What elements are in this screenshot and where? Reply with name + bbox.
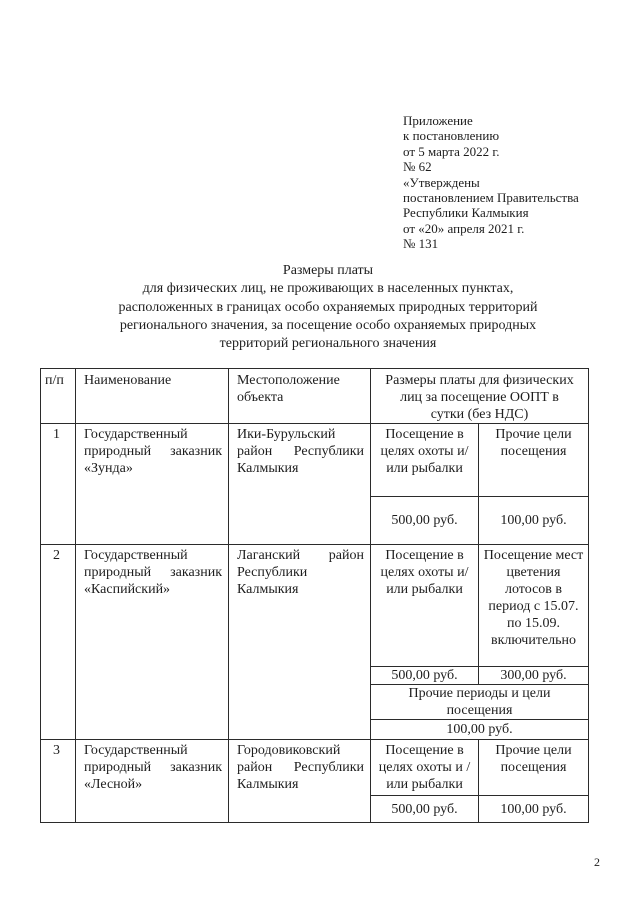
approval-block — [403, 113, 579, 252]
approval-line: от 5 марта 2022 г. — [403, 143, 500, 159]
table-header-row — [41, 369, 589, 424]
reserve-name: Государственный природный заказник «Зунда» — [76, 424, 229, 545]
visit-purpose-other-periods: Прочие периоды и цели посещения — [371, 685, 589, 720]
table-row — [41, 740, 589, 796]
reserve-name: Государственный природный заказник «Лесной» — [76, 740, 229, 823]
header-fee: Размеры платы для физических лиц за посещение ООПТ в сутки (без НДС) — [371, 369, 589, 424]
approval-line: № 131 — [403, 236, 439, 252]
title-line: расположенных в границах особо охраняемых природных территорий — [118, 299, 538, 315]
reserve-location: Лаганский район Республики Калмыкия — [229, 545, 371, 740]
approval-line: от «20» апреля 2021 г. — [403, 220, 525, 236]
visit-purpose-other: Прочие цели посещения — [479, 740, 589, 796]
title-line: регионального значения, за посещение особо охраняемых природных — [119, 317, 537, 333]
fee-other: 100,00 руб. — [479, 497, 589, 545]
approval-line: № 62 — [403, 159, 432, 175]
fee-other-periods: 100,00 руб. — [371, 720, 589, 740]
fee-hunting-fishing: 500,00 руб. — [371, 497, 479, 545]
header-name: Наименование — [76, 369, 229, 424]
approval-line: Республики Калмыкия — [403, 205, 529, 221]
header-number: п/п — [41, 369, 76, 424]
visit-purpose-other: Прочие цели посещения — [479, 424, 589, 497]
visit-purpose-hunting-fishing: Посещение в целях охоты и/ или рыбалки — [371, 424, 479, 497]
approval-line: к постановлению — [403, 128, 500, 144]
table-row — [41, 424, 589, 497]
table-row — [41, 545, 589, 667]
title-line: Размеры платы — [282, 263, 374, 278]
page-number: 2 — [594, 855, 600, 869]
approval-line: «Утверждены — [403, 174, 480, 190]
fee-hunting-fishing: 500,00 руб. — [371, 796, 479, 823]
visit-purpose-lotus-blooming: Посещение мест цветения лотосов в период с 15.07. по 15.09. включительно — [479, 545, 589, 667]
row-number: 2 — [41, 545, 76, 740]
fee-hunting-fishing: 500,00 руб. — [371, 667, 479, 685]
fee-lotus-blooming: 300,00 руб. — [479, 667, 589, 685]
reserve-location: Ики-Бурульский район Республики Калмыкия — [229, 424, 371, 545]
header-location: Местоположение объекта — [229, 369, 371, 424]
title-line: для физических лиц, не проживающих в населенных пунктах, — [142, 281, 514, 297]
reserve-name: Государственный природный заказник «Каспийский» — [76, 545, 229, 740]
row-number: 1 — [41, 424, 76, 545]
document-title — [40, 262, 616, 353]
visit-purpose-hunting-fishing: Посещение в целях охоты и/или рыбалки — [371, 545, 479, 667]
approval-line: постановлением Правительства — [403, 190, 579, 206]
visit-purpose-hunting-fishing: Посещение в целях охоты и /или рыбалки — [371, 740, 479, 796]
fees-table — [40, 368, 589, 823]
row-number: 3 — [41, 740, 76, 823]
title-line: территорий регионального значения — [219, 336, 437, 352]
reserve-location: Городовиковский район Республики Калмыкия — [229, 740, 371, 823]
approval-line: Приложение — [403, 113, 473, 128]
fee-other: 100,00 руб. — [479, 796, 589, 823]
